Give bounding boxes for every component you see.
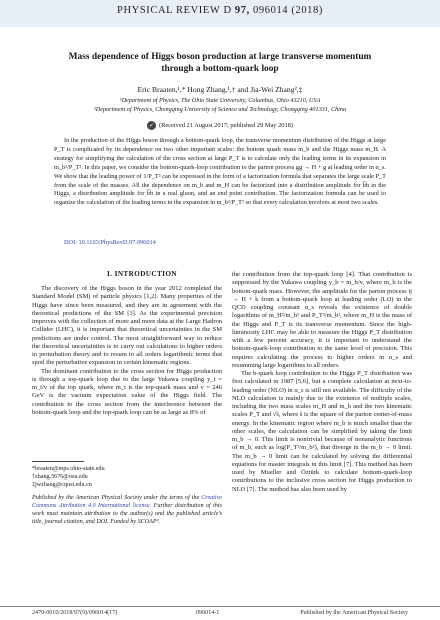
publication-note-text: Published by the American Physical Society under the terms of the — [32, 495, 202, 501]
section-heading: I. INTRODUCTION — [107, 270, 177, 278]
doi-link[interactable]: DOI: 10.1103/PhysRevD.97.096014 — [64, 239, 156, 246]
left-column — [32, 285, 222, 417]
received-date — [40, 121, 400, 130]
title-line-2: through a bottom-quark loop — [161, 64, 279, 74]
journal-article-id: 096014 (2018) — [253, 5, 323, 16]
check-for-updates-icon[interactable]: ✓ — [148, 122, 154, 129]
footer-issn: 2470-0010/2018/97(9)/096014(17) — [32, 610, 118, 616]
paragraph: The dominant contribution to the cross section for Higgs production is through a top-quark loop due to the large Yukawa coupling y_t = m_t/v of the top quark, where m_t is the top-quark mass and v = 246 GeV is the vacuum expectation value of the Higgs field. The contribution to the cross section from the interference between the bottom-quark loop and the top-quark loop can be as large as 8% of — [32, 367, 222, 416]
affiliation-1: ¹Department of Physics, The Ohio State University, Columbus, Ohio 43210, USA — [119, 97, 321, 104]
footnote-divider — [32, 461, 84, 462]
title-line-1: Mass dependence of Higgs boson production at large transverse momentum — [68, 52, 372, 62]
footnotes — [32, 465, 222, 490]
footer-page-number: 096014-1 — [196, 610, 220, 616]
author-list: Eric Braaten,¹,* Hong Zhang,¹,† and Jia-Wei Zhang²,‡ — [137, 85, 303, 94]
article-title — [40, 51, 400, 75]
received-text: (Received 21 August 2017; published 29 May 2018) — [158, 121, 293, 129]
journal-header — [0, 5, 440, 16]
paragraph: The b-quark loop contribution to the Higgs P_T distribution was first calculated in 1987 [5,6], but a complete calculation at next-to-leading order (NLO) in α_s is still not available. The difficulty of the NLO calculation is mainly due to the existence of multiple scales, including the two mass scales m_H and m_b and the two kinematic scales P_T and √ŝ, where ŝ is the square of the parton center-of-mass energy. In the kinematic region where m_b is much smaller than the other scales, the calculation can be simplified by taking the limit m_b → 0. This limit is nontrivial because of nonanalytic functions of m_b, such as log(P_T²/m_b²), that diverge in the m_b → 0 limit. The m_b → 0 limit can be calculated by solving the differential equations for master integrals in this limit [7]. This method has been used by Mueller and Öztürk to calculate bottom-quark-loop contributions to the inclusive cross section for Higgs production to NLO [7]. The method has also been used by — [232, 370, 412, 493]
abstract: In the production of the Higgs boson through a bottom-quark loop, the transverse momentum distribution of the Higgs at large P_T is complicated by its dependence on two other important scales: the bottom quark mass m_b and the Higgs mass m_H. A strategy for simplifying the calculation of the cross section at large P_T is to calculate only the leading terms in its expansion in m_b²/P_T². In this paper, we consider the bottom-quark-loop contribution to the parton process gg → H + g at leading order in α_s. We show that the leading power of 1/P_T² can be expressed in the form of a factorization formula that separates the large scale P_T from the scale of the masses. All the dependence on m_b and m_H can be factorized into a distribution amplitude for b̅b in the Higgs, a distribution amplitude for b̅b in a real gluon, and an end point contribution. The factorization formula can be used to organize the calculation of the leading terms in the expansion in m_b²/P_T² so that every calculation involves at most two scales. — [54, 137, 386, 207]
publication-note — [32, 494, 222, 526]
paragraph: The discovery of the Higgs boson in the year 2012 completed the Standard Model (SM) of particle physics [1,2]. Many properties of the Higgs have since been measured, and they are in agreement with the theoretical predictions of the SM [3]. As the experimental precision improves with the collection of more and more data at the Large Hadron Collider (LHC), it is important that theoretical uncertainties in the SM predictions are under control. The most straightforward way to reduce the theoretical uncertainties is to carry out calculations to higher orders in perturbation theory and to resum to all orders logarithmic terms that spoil the perturbative expansion in certain kinematic regions. — [32, 285, 222, 367]
journal-name: PHYSICAL REVIEW D — [117, 5, 232, 16]
paragraph: the contribution from the top-quark loop [4]. That contribution is suppressed by the Yukawa coupling y_b = m_b/v, where m_b is the bottom-quark mass. However, the amplitude for the parton process ij → H + k from a bottom-quark loop at leading order (LO) in the QCD coupling constant α_s reveals the existence of double logarithms of m_H²/m_b² and P_T²/m_b², where m_H is the mass of the Higgs and P_T is its transverse momentum. Since the high-luminosity LHC may be able to measure the Higgs P_T distribution with a few percent accuracy, it is important to understand the bottom-quark-loop contribution to the same level of precision. This requires calculating the process to higher orders in α_s and resumming large logarithms to all orders. — [232, 271, 412, 369]
journal-volume: 97, — [234, 5, 250, 16]
footer-publisher: Published by the American Physical Society — [300, 610, 408, 616]
footnote-email[interactable]: *braaten@mps.ohio-state.edu — [32, 466, 105, 472]
footnote-email[interactable]: †zhang.5676@osu.edu — [32, 474, 88, 481]
publication-note-text: Further distribution of this work must maintain attribution to the author(s) and the published article’s title, journal citation, and DOI. Funded by SCOAP³. — [32, 503, 222, 526]
right-column — [232, 271, 412, 494]
footer-divider — [0, 606, 440, 607]
footnote-email[interactable]: ‡jwzhang@cqust.edu.cn — [32, 482, 92, 489]
affiliation-2: ²Department of Physics, Chongqing University of Science and Technology, Chongqing 401331, China — [93, 106, 347, 113]
license-link[interactable]: Creative Commons Attribution 4.0 International license. — [32, 495, 222, 510]
